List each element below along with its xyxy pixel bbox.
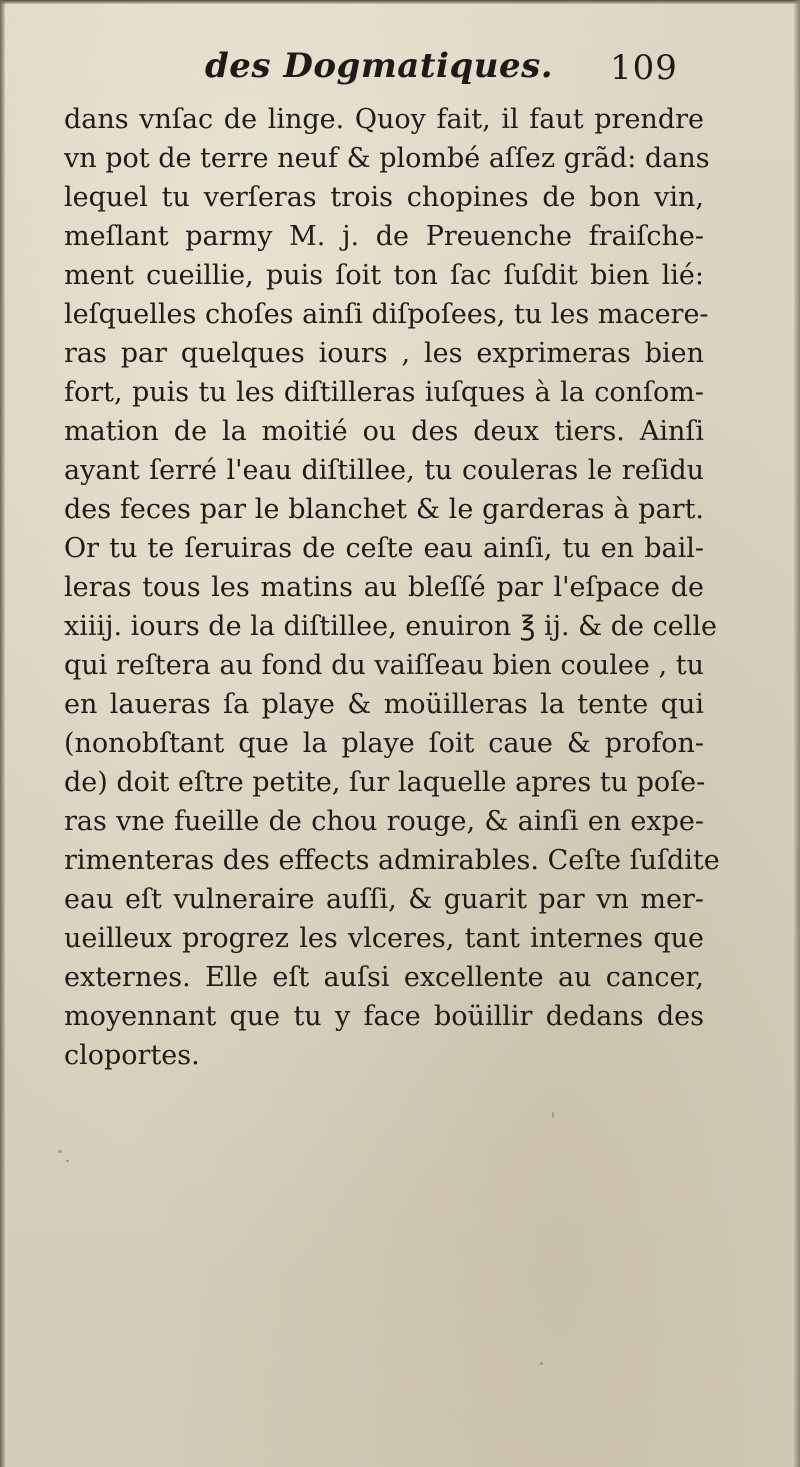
text-line: externes. Elle eſt auſsi excellente au cancer, — [64, 962, 704, 993]
text-line: Or tu te ſeruiras de ceſte eau ainſi, tu en bail- — [64, 533, 704, 564]
text-line: dans vnſac de linge. Quoy fait, il faut prendre — [64, 104, 704, 135]
text-line: ueilleux progrez les vlceres, tant internes que — [64, 923, 704, 954]
body-text — [64, 100, 720, 1075]
page-right-edge — [794, 0, 800, 1467]
text-line: ayant ſerré l'eau diſtillee, tu couleras le reſidu — [64, 455, 704, 486]
paper-speck — [552, 1112, 554, 1118]
text-line: lequel tu verſeras trois chopines de bon vin, — [64, 182, 704, 213]
text-line: de) doit eſtre petite, ſur laquelle apres tu poſe- — [64, 767, 706, 798]
page-top-edge — [0, 0, 800, 4]
text-line: eau eſt vulneraire auſſi, & guarit par vn mer- — [64, 884, 704, 915]
text-line: fort, puis tu les diſtilleras iuſques à la conſom- — [64, 377, 704, 408]
text-line: (nonobſtant que la playe ſoit caue & profon- — [64, 728, 704, 759]
text-line: leras tous les matins au bleſſé par l'eſpace de — [64, 572, 704, 603]
text-line: meſlant parmy M. j. de Preuenche fraiſche- — [64, 221, 704, 252]
paper-speck — [66, 1160, 69, 1162]
page-left-edge — [0, 0, 5, 1467]
paper-speck — [540, 1362, 543, 1365]
text-line: des feces par le blanchet & le garderas à part. — [64, 494, 704, 525]
text-line: xiiij. iours de la diſtillee, enuiron ℥ ij. & de celle — [64, 611, 717, 642]
running-title: des Dogmatiques. — [205, 46, 554, 86]
paper-speck — [58, 1150, 62, 1153]
text-line: leſquelles choſes ainſi diſpoſees, tu les macere- — [64, 299, 709, 330]
text-line: ras vne fueille de chou rouge, & ainſi en expe- — [64, 806, 704, 837]
text-line: en laueras ſa playe & moüilleras la tente qui — [64, 689, 704, 720]
text-line: cloportes. — [64, 1040, 200, 1071]
text-line: qui reſtera au fond du vaiſſeau bien coulee , tu — [64, 650, 704, 681]
text-line: vn pot de terre neuf & plombé aſſez grãd: dans — [64, 143, 710, 174]
running-head — [60, 44, 700, 94]
page-number: 109 — [610, 48, 678, 88]
text-line: mation de la moitié ou des deux tiers. Ainſi — [64, 416, 704, 447]
text-line: ras par quelques iours , les exprimeras bien — [64, 338, 704, 369]
text-line: ment cueillie, puis ſoit ton ſac ſuſdit bien lié: — [64, 260, 704, 291]
text-line: moyennant que tu y face boüillir dedans des — [64, 1001, 704, 1032]
text-line: rimenteras des effects admirables. Ceſte ſuſdite — [64, 845, 720, 876]
